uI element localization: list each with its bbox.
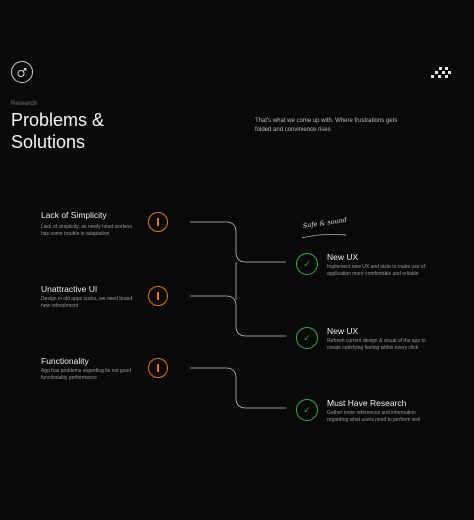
- exclamation-icon: [148, 358, 168, 378]
- problem-title-2: Unattractive UI: [41, 284, 98, 294]
- handwritten-annotation: Safe & sound: [302, 215, 348, 230]
- problem-title-1: Lack of Simplicity: [41, 210, 107, 220]
- title-line-2: Solutions: [11, 132, 86, 152]
- check-icon: ✓: [296, 327, 318, 349]
- solution-title-1: New UX: [327, 252, 359, 262]
- exclamation-icon: [148, 212, 168, 232]
- check-icon: ✓: [296, 399, 318, 421]
- section-eyebrow: Research: [11, 101, 37, 107]
- intro-text: That's what we come up with. Where frustrations gets folded and convinience rises: [255, 118, 398, 133]
- annotation-underline: [300, 232, 350, 240]
- solution-desc-3: Gather more references and information regarding what users need to perform well: [327, 410, 421, 423]
- solution-desc-1: Implement new UX and etcie to make use of application more comfortable and reliable: [327, 264, 426, 277]
- exclamation-icon: [148, 286, 168, 306]
- problem-title-3: Functionality: [41, 356, 89, 366]
- problem-desc-2: Design in old apps sucks, we need brand new refreshment: [41, 296, 133, 309]
- title-line-1: Problems &: [11, 110, 105, 130]
- solution-desc-2: Refresh current design & visual of the app to create satisfying feeling within every click: [327, 338, 426, 351]
- solution-title-2: New UX: [327, 326, 359, 336]
- solution-title-3: Must Have Research: [327, 398, 407, 408]
- check-icon: ✓: [296, 253, 318, 275]
- problem-desc-3: App has problems regarding its not good functionality performance: [41, 368, 132, 381]
- problem-desc-1: Lack of simplicity, as newly hired workers has some trouble in adaptation: [41, 224, 133, 237]
